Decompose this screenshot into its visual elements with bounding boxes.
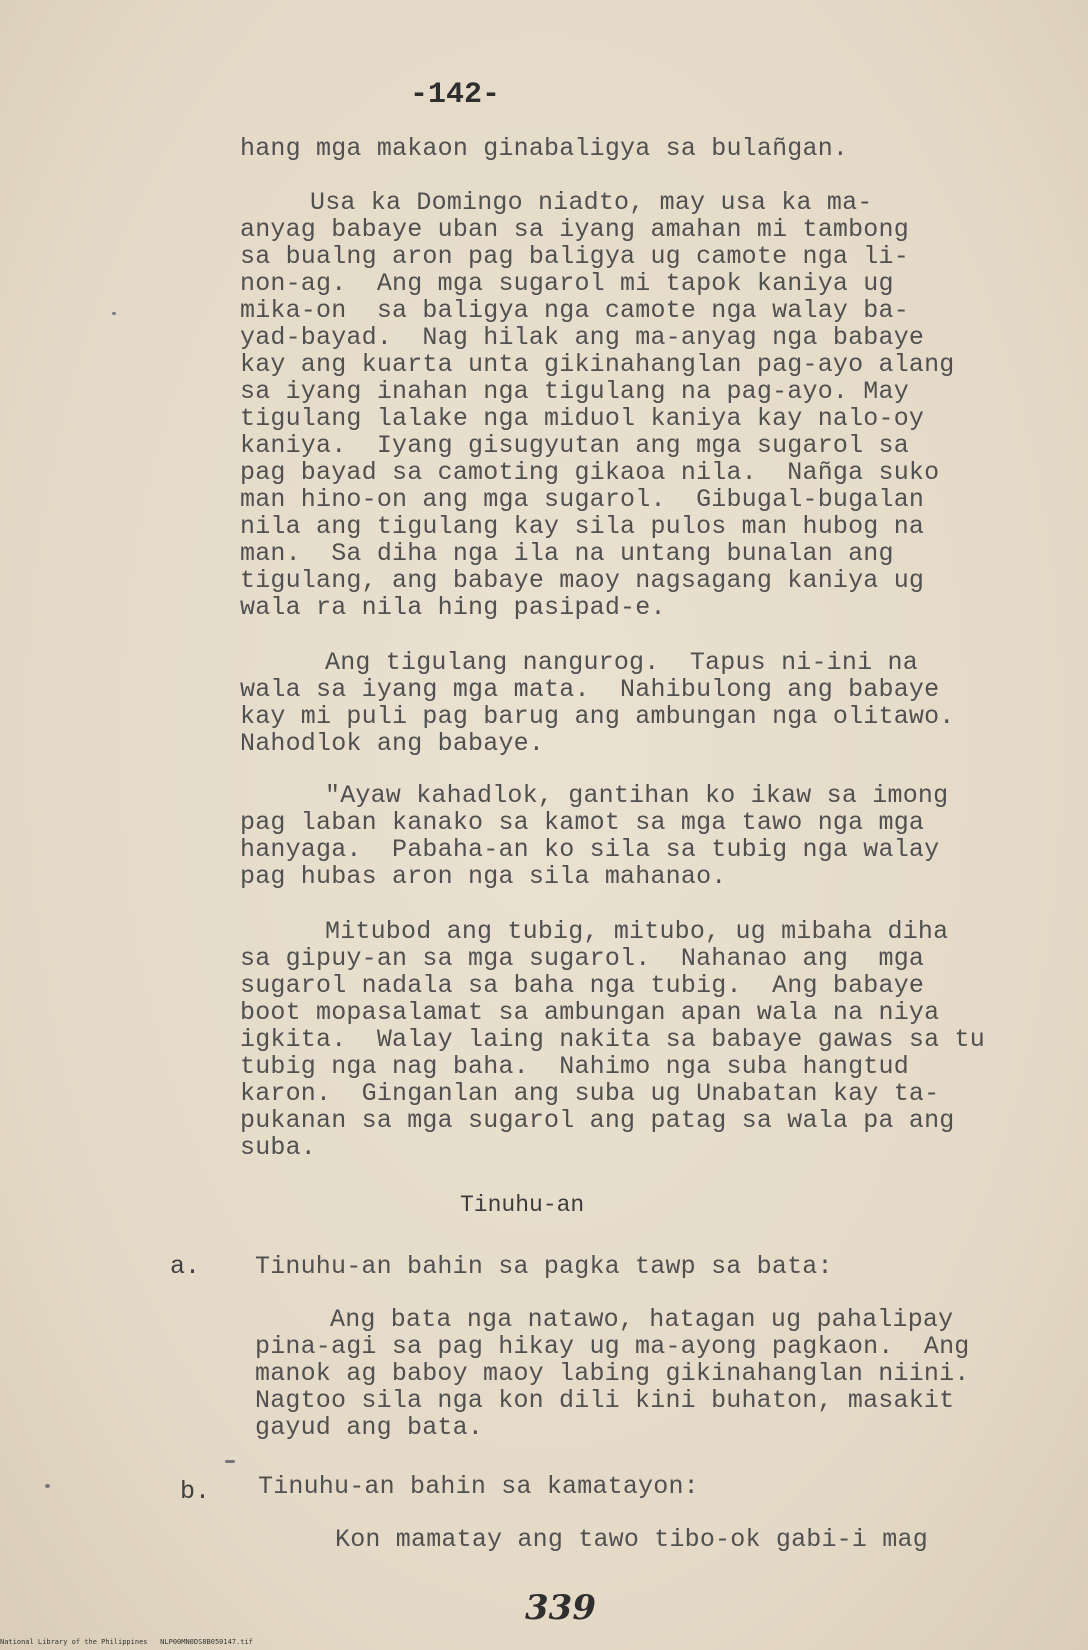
text-line: sugarol nadala sa baha nga tubig. Ang babaye (240, 971, 925, 1000)
item-b-label: b. (180, 1477, 211, 1506)
text-line: yad-bayad. Nag hilak ang ma-anyag nga babaye (240, 323, 925, 352)
section-heading: Tinuhu-an (460, 1192, 585, 1218)
footer-institution: National Library of the Philippines (0, 1638, 148, 1646)
item-a-title: Tinuhu-an bahin sa pagka tawp sa bata: (255, 1252, 833, 1281)
text-line: hanyaga. Pabaha-an ko sila sa tubig nga walay (240, 835, 940, 864)
text-line: sa iyang inahan nga tigulang na pag-ayo. May (240, 377, 909, 406)
text-line: hang mga makaon ginabaligya sa bulañgan. (240, 134, 849, 163)
item-b-title: Tinuhu-an bahin sa kamatayon: (258, 1472, 699, 1501)
text-line: Ang tigulang nangurog. Tapus ni-ini na (325, 648, 918, 677)
text-line: igkita. Walay laing nakita sa babaye gawas sa tu (240, 1025, 985, 1054)
text-line: man hino-on ang mga sugarol. Gibugal-bugalan (240, 485, 925, 514)
stray-mark (45, 1484, 50, 1488)
text-line: sa bualng aron pag baligya ug camote nga li- (240, 242, 909, 271)
text-line: wala ra nila hing pasipad-e. (240, 593, 666, 622)
text-line: wala sa iyang mga mata. Nahibulong ang babaye (240, 675, 940, 704)
page-number: -142- (410, 78, 501, 112)
text-line: Usa ka Domingo niadto, may usa ka ma- (310, 188, 873, 217)
text-line: sa gipuy-an sa mga sugarol. Nahanao ang mga (240, 944, 925, 973)
text-line: Nahodlok ang babaye. (240, 729, 545, 758)
text-line: karon. Ginganlan ang suba ug Unabatan kay ta- (240, 1079, 940, 1108)
handwritten-page-number: 339 (525, 1588, 596, 1628)
text-line: pukanan sa mga sugarol ang patag sa wala pa ang (240, 1106, 955, 1135)
text-line: Ang bata nga natawo, hatagan ug pahalipay (330, 1305, 954, 1334)
text-line: tigulang lalake nga miduol kaniya kay nalo-oy (240, 404, 925, 433)
text-line: pag laban kanako sa kamot sa mga tawo nga mga (240, 808, 925, 837)
stray-mark (112, 312, 116, 315)
text-line: kay mi puli pag barug ang ambungan nga olitawo. (240, 702, 955, 731)
text-line: kaniya. Iyang gisugyutan ang mga sugarol sa (240, 431, 909, 460)
text-line: pag hubas aron nga sila mahanao. (240, 862, 727, 891)
text-line: tubig nga nag baha. Nahimo nga suba hangtud (240, 1052, 909, 1081)
text-line: Mitubod ang tubig, mitubo, ug mibaha diha (325, 917, 949, 946)
text-line: man. Sa diha nga ila na untang bunalan ang (240, 539, 894, 568)
text-line: Kon mamatay ang tawo tibo-ok gabi-i mag (335, 1525, 928, 1554)
text-line: pag bayad sa camoting gikaoa nila. Nañga suko (240, 458, 940, 487)
text-line: manok ag baboy maoy labing gikinahanglan niini. (255, 1359, 970, 1388)
text-line: "Ayaw kahadlok, gantihan ko ikaw sa imong (325, 781, 949, 810)
text-line: mika-on sa baligya nga camote nga walay ba- (240, 296, 909, 325)
item-a-label: a. (170, 1252, 201, 1281)
footer-filename: NLP00MN0DS8B050147.tif (160, 1638, 253, 1646)
text-line: Nagtoo sila nga kon dili kini buhaton, masakit (255, 1386, 955, 1415)
text-line: pina-agi sa pag hikay ug ma-ayong pagkaon. Ang (255, 1332, 970, 1361)
text-line: tigulang, ang babaye maoy nagsagang kaniya ug (240, 566, 925, 595)
text-line: nila ang tigulang kay sila pulos man hubog na (240, 512, 925, 541)
text-line: anyag babaye uban sa iyang amahan mi tambong (240, 215, 909, 244)
text-line: kay ang kuarta unta gikinahanglan pag-ayo alang (240, 350, 955, 379)
text-line: non-ag. Ang mga sugarol mi tapok kaniya ug (240, 269, 894, 298)
text-line: suba. (240, 1133, 317, 1162)
stray-mark (225, 1460, 235, 1463)
text-line: gayud ang bata. (255, 1413, 484, 1442)
text-line: boot mopasalamat sa ambungan apan wala na niya (240, 998, 940, 1027)
archive-footer (0, 1638, 1088, 1646)
